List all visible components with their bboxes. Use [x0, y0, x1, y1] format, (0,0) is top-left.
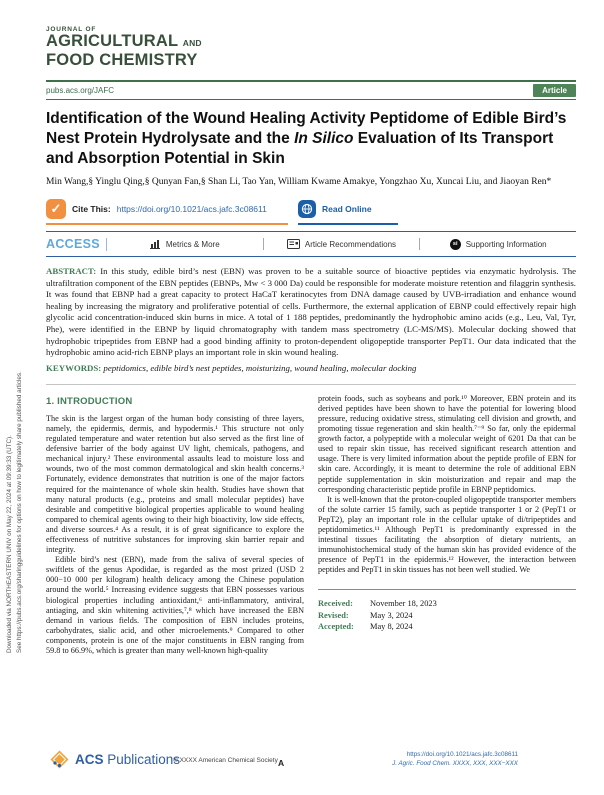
doi-link[interactable]: https://doi.org/10.1021/acs.jafc.3c08611 — [116, 204, 267, 214]
right-column — [318, 394, 576, 656]
accepted-label: Accepted: — [318, 622, 354, 632]
received-label: Received: — [318, 599, 353, 609]
recommendations-link[interactable] — [264, 239, 420, 249]
title-italic: In Silico — [294, 130, 354, 147]
revised-date: May 3, 2024 — [370, 610, 413, 620]
access-link[interactable]: ACCESS — [46, 237, 100, 251]
header-rule-bottom — [46, 99, 576, 100]
si-icon: si — [450, 239, 461, 250]
read-online-button[interactable] — [298, 199, 398, 225]
received-date: November 18, 2023 — [370, 599, 437, 609]
article-title — [46, 109, 576, 169]
download-notice-line2: See https://pubs.acs.org/sharingguidelines for options on how to legitimately share published articles. — [15, 371, 23, 653]
footer-citation-block — [392, 751, 518, 768]
journal-name-line2: FOOD CHEMISTRY — [46, 51, 198, 69]
supporting-info-link[interactable] — [420, 239, 576, 250]
acs-publications-wordmark: ACS Publications — [75, 752, 181, 767]
access-bar — [46, 231, 576, 257]
intro-paragraph-3: It is well-known that the proton-coupled oligopeptide transporter members of the solute carrier 15 family, such as peptide transporter 1 or 2 (PepT1 or PepT2), play an important role in the cellular uptake of di/tripeptides and peptidomimetics.¹¹ Although PepT1 is predominantly expressed in the intestinal tissues facilitating the absorption of dietary nutrients, an immunohistochemical study of the human skin has provided evidence of the presence of PepT1 in the epidermis.¹² However, the interaction between peptides and PepT1 in skin tissues has not been well studied. We — [318, 494, 576, 575]
journal-label-top: JOURNAL OF — [46, 26, 97, 33]
page-number: A — [278, 758, 285, 768]
copyright-notice: © XXXX American Chemical Society — [173, 757, 278, 764]
revised-label: Revised: — [318, 610, 349, 620]
metrics-link[interactable] — [107, 239, 263, 249]
title-part2: Evaluation of Its Transport and Absorption Potential in Skin — [46, 130, 554, 167]
keywords-text: peptidomics, edible bird’s nest peptides, moisturizing, wound healing, molecular docking — [101, 362, 417, 373]
abstract-label: ABSTRACT: — [46, 266, 97, 276]
left-column — [46, 394, 304, 656]
metrics-label: Metrics & More — [165, 239, 220, 249]
acs-publications-logo[interactable] — [50, 750, 180, 769]
checkmark-icon: ✓ — [46, 199, 66, 219]
sidebar-download-notice — [5, 145, 24, 653]
title-part1: Identification of the Wound Healing Activity Peptidome of Edible Bird’s Nest Protein Hydrolysate and the — [46, 110, 567, 147]
section-divider — [46, 384, 576, 385]
body-columns — [46, 394, 576, 656]
page-content — [46, 0, 576, 656]
acs-logo-icon — [50, 750, 69, 769]
article-type-badge: Article — [533, 84, 576, 97]
journal-logo — [46, 26, 576, 69]
cite-this-box[interactable] — [46, 199, 288, 225]
recommendations-label: Article Recommendations — [304, 239, 397, 249]
journal-name-line1: AGRICULTURAL AND — [46, 32, 202, 50]
journal-and: AND — [182, 38, 202, 48]
keywords-label: KEYWORDS: — [46, 362, 102, 373]
article-icon — [287, 239, 300, 249]
keywords — [46, 363, 576, 374]
cite-row — [46, 199, 576, 225]
site-row — [46, 82, 576, 99]
download-notice-line1: Downloaded via NORTHEASTERN UNIV on May 22, 2024 at 09:39:33 (UTC). — [6, 435, 13, 653]
page-footer — [46, 748, 576, 778]
article-history-box — [318, 589, 576, 633]
accepted-date: May 8, 2024 — [370, 622, 413, 632]
abstract — [46, 266, 576, 359]
footer-journal-citation: J. Agric. Food Chem. XXXX, XXX, XXX−XXX — [392, 759, 518, 767]
received-row — [318, 598, 576, 610]
intro-paragraph-1: The skin is the largest organ of the human body consisting of three layers, namely, the epidermis, dermis, and hypodermis.¹ This structure not only regulated temperature and water retention but also served as the first line of defensive barrier of the body against UV light, chemicals, pathogens, and mechanical injury.² These environmental assaults lead to moisture loss and wounds, two of the most common dermatological and skin health concerns.³ Fortunately, evidence demonstrates that nutrition is one of the major factors required for the maintenance of whole skin health. Studies have shown that many natural products (e.g., proteins and small molecular peptides) have desirable and competitive biological properties applicable to wound healing compared to chemical agents owing to their high bioactivity, low side effects, and diverse sources.⁴ As a result, it is of great significance to explore the effectiveness of nutritive substances for improving skin barrier repair and integrity. — [46, 413, 304, 555]
supporting-info-label: Supporting Information — [465, 239, 547, 249]
intro-paragraph-2-continued: protein foods, such as soybeans and pork.¹⁰ Moreover, EBN protein and its derived peptides have been shown to have the potential for lowering blood pressure, reducing oxidative stress, stimulating cell division and growth, and promoting tissue regeneration and skin health.⁷⁻⁹ So far, only the epidermal growth factor, a polypeptide with a molecular weight of 6201 Da that can be used to repair skin tissue, has received significant research attention and usage. There is very limited information about the peptide profile of EBN for skin care. Accordingly, it is meant to determine the role of additional EBN peptide supplementation in skin moisturization and repair and map the corresponding characteristic peptide profile in EBNP peptidomics. — [318, 393, 576, 494]
bar-chart-icon — [150, 239, 161, 249]
globe-icon — [298, 200, 316, 218]
accepted-row — [318, 621, 576, 633]
author-list: Min Wang,§ Yinglu Qing,§ Qunyan Fan,§ Shan Li, Tao Yan, William Kwame Amakye, Yongzhao Xu, Xuncai Liu, and Jiaoyan Ren* — [46, 177, 552, 187]
journal-site-link[interactable]: pubs.acs.org/JAFC — [46, 86, 115, 95]
section-heading-introduction: 1. INTRODUCTION — [46, 395, 133, 407]
read-online-label: Read Online — [322, 204, 372, 214]
footer-doi-link[interactable]: https://doi.org/10.1021/acs.jafc.3c08611 — [406, 751, 518, 758]
abstract-text: In this study, edible bird’s nest (EBN) was proven to be a suitable source of bioactive peptides via enzymatic hydrolysis. The ultrafiltration component of the EBN peptides (EBNPs, Mw < 3 000 Da) could be responsible for moderate moisture retention and filaggrin synthesis. It was found that EBNP had a great capacity to protect HaCaT keratinocytes from DNA damage caused by UVB-irradiation and enhance wound healing by increasing the migratory and proliferative potential of cells. Furthermore, the external application of EBNP could effectively repair high glycolic acid concentration-induced skin burns in mice. A total of 1 188 peptides, predominantly the hydrophobic amino acids (e.g., Leu, Val, Tyr, Phe), were identified in the EBNP by liquid chromatography with tandem mass spectrometry (LC-MS/MS). Molecular docking showed that hydrophobic tripeptides from EBNP had a good binding affinity to proton-dependent oligopeptide transporter PepT1. Our data indicated that the hydrophobic amino acid-rich EBNP plays an important role in skin wound healing. — [46, 266, 576, 358]
cite-this-label: Cite This: — [72, 204, 111, 214]
revised-row — [318, 610, 576, 622]
intro-paragraph-2: Edible bird’s nest (EBN), made from the saliva of several species of swiftlets of the genus Apodidae, is regarded as the most prized (USD 2 000−10 000 per kilogram) health delicacy among the Chinese population around the world.⁵ Increasing evidence suggests that EBN possesses various biological properties including antioxidant,⁶ anti-inflammatory, antiviral, antiaging, and skin whitening activities,⁷,⁸ which have increased the EBN demand in various fields. The composition of EBN includes proteins, carbohydrates, sialic acid, and other microelements.⁹ Compared to other components, protein is one of the major constituents in EBN ranging from 59.8 to 66.9%, which is greater than many well-known high-quality — [46, 555, 304, 655]
